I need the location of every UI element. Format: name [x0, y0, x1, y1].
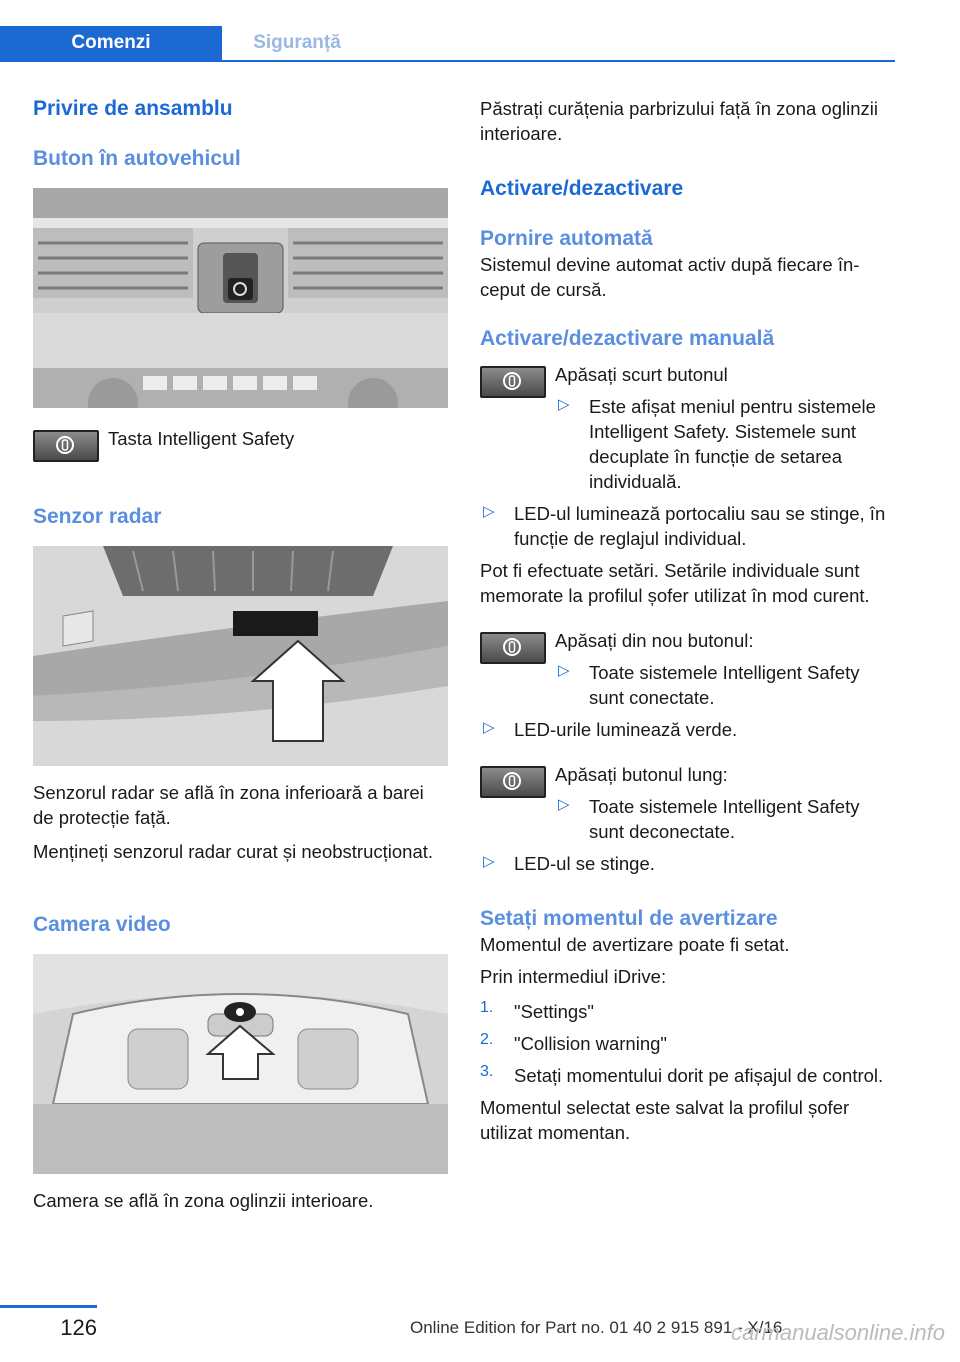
radar-location-text: Senzorul radar se află în zona inferioară a barei de protecție față.	[33, 782, 424, 828]
footer-divider	[0, 1305, 97, 1308]
list-item-text: Este afișat meniul pentru sistemele Intelligent Safety. Sistemele sunt decuplate în funcție de setarea individuală.	[589, 396, 876, 492]
list-item-text: LED-ul se stinge.	[514, 853, 655, 874]
intelligent-safety-button-icon	[33, 430, 99, 462]
intelligent-safety-button-icon	[480, 766, 546, 798]
step-text: "Settings"	[514, 1001, 594, 1022]
list-item	[555, 794, 895, 844]
header-tabs	[0, 26, 895, 62]
tab-comenzi[interactable]: Comenzi	[0, 26, 222, 60]
press-long-text: Apăsați butonul lung:	[555, 764, 728, 785]
press-short-row	[480, 362, 895, 494]
list-item-text: Toate sistemele Intelligent Safety sunt conectate.	[589, 662, 860, 708]
edition-text: Online Edition for Part no. 01 40 2 915 891 - X/16	[410, 1318, 783, 1337]
step-text: Setați momentului dorit pe afișajul de control.	[514, 1065, 884, 1086]
windshield-text: Păstrați curățenia parbrizului față în zona oglinzii interioare.	[480, 98, 878, 144]
section-activation-heading: Activare/dezactivare	[480, 177, 684, 200]
final-text: Momentul selectat este salvat la profilul șofer utilizat momentan.	[480, 1097, 850, 1143]
triangle-bullet-icon: ▷	[558, 396, 570, 413]
section-camera-heading: Camera video	[33, 913, 171, 936]
auto-text: Sistemul devine automat activ după fiecare început de cursă.	[480, 254, 860, 300]
left-column	[33, 96, 448, 1213]
list-item	[555, 394, 895, 494]
press-short-text: Apăsați scurt butonul	[555, 364, 728, 385]
triangle-bullet-icon: ▷	[483, 719, 495, 736]
radar-clean-text: Mențineți senzorul radar curat și neobstrucționat.	[33, 841, 434, 862]
list-item-text: LED-urile luminează verde.	[514, 719, 738, 740]
press-again-row	[480, 628, 895, 710]
camera-photo	[33, 954, 448, 1174]
step-number: 3.	[480, 1063, 494, 1080]
right-column	[480, 96, 895, 1145]
list-item-text: LED-ul luminează portocaliu sau se stinge, în funcție de reglajul individual.	[514, 503, 886, 549]
idrive-text: Prin intermediul iDrive:	[480, 966, 667, 987]
safety-button-row	[33, 426, 448, 456]
section-auto-heading: Pornire automată	[480, 227, 653, 250]
step-item	[480, 999, 895, 1024]
settings-text: Pot fi efectuate setări. Setările individuale sunt memorate la profilul șofer utilizat în mod curent.	[480, 560, 870, 606]
step-item	[480, 1031, 895, 1056]
camera-location-text: Camera se află în zona oglinzii interioare.	[33, 1190, 374, 1211]
step-item	[480, 1063, 895, 1088]
intelligent-safety-button-icon	[480, 632, 546, 664]
list-item-text: Toate sistemele Intelligent Safety sunt deconectate.	[589, 796, 860, 842]
page-number: 126	[60, 1315, 97, 1340]
section-warning-heading: Setați momentul de avertizare	[480, 907, 778, 930]
header-divider	[0, 60, 895, 62]
triangle-bullet-icon: ▷	[558, 662, 570, 679]
step-number: 2.	[480, 1031, 494, 1048]
button-caption: Tasta Intelligent Safety	[108, 428, 295, 449]
triangle-bullet-icon: ▷	[483, 853, 495, 870]
triangle-bullet-icon: ▷	[483, 503, 495, 520]
triangle-bullet-icon: ▷	[558, 796, 570, 813]
list-item	[480, 851, 895, 876]
dashboard-photo	[33, 188, 448, 408]
page-title: Privire de ansamblu	[33, 97, 233, 120]
press-long-row	[480, 762, 895, 844]
list-item	[480, 501, 895, 551]
section-manual-heading: Activare/dezactivare manuală	[480, 327, 775, 350]
section-button-heading: Buton în autovehicul	[33, 147, 241, 170]
section-radar-heading: Senzor radar	[33, 505, 162, 528]
radar-photo	[33, 546, 448, 766]
list-item	[480, 717, 895, 742]
step-number: 1.	[480, 999, 494, 1016]
watermark-logo: carmanualsonline.info	[730, 1320, 945, 1345]
list-item	[555, 660, 895, 710]
warning-text: Momentul de avertizare poate fi setat.	[480, 934, 790, 955]
tab-siguranta[interactable]: Siguranță	[253, 32, 341, 53]
intelligent-safety-button-icon	[480, 366, 546, 398]
press-again-text: Apăsați din nou butonul:	[555, 630, 754, 651]
step-text: "Collision warning"	[514, 1033, 667, 1054]
